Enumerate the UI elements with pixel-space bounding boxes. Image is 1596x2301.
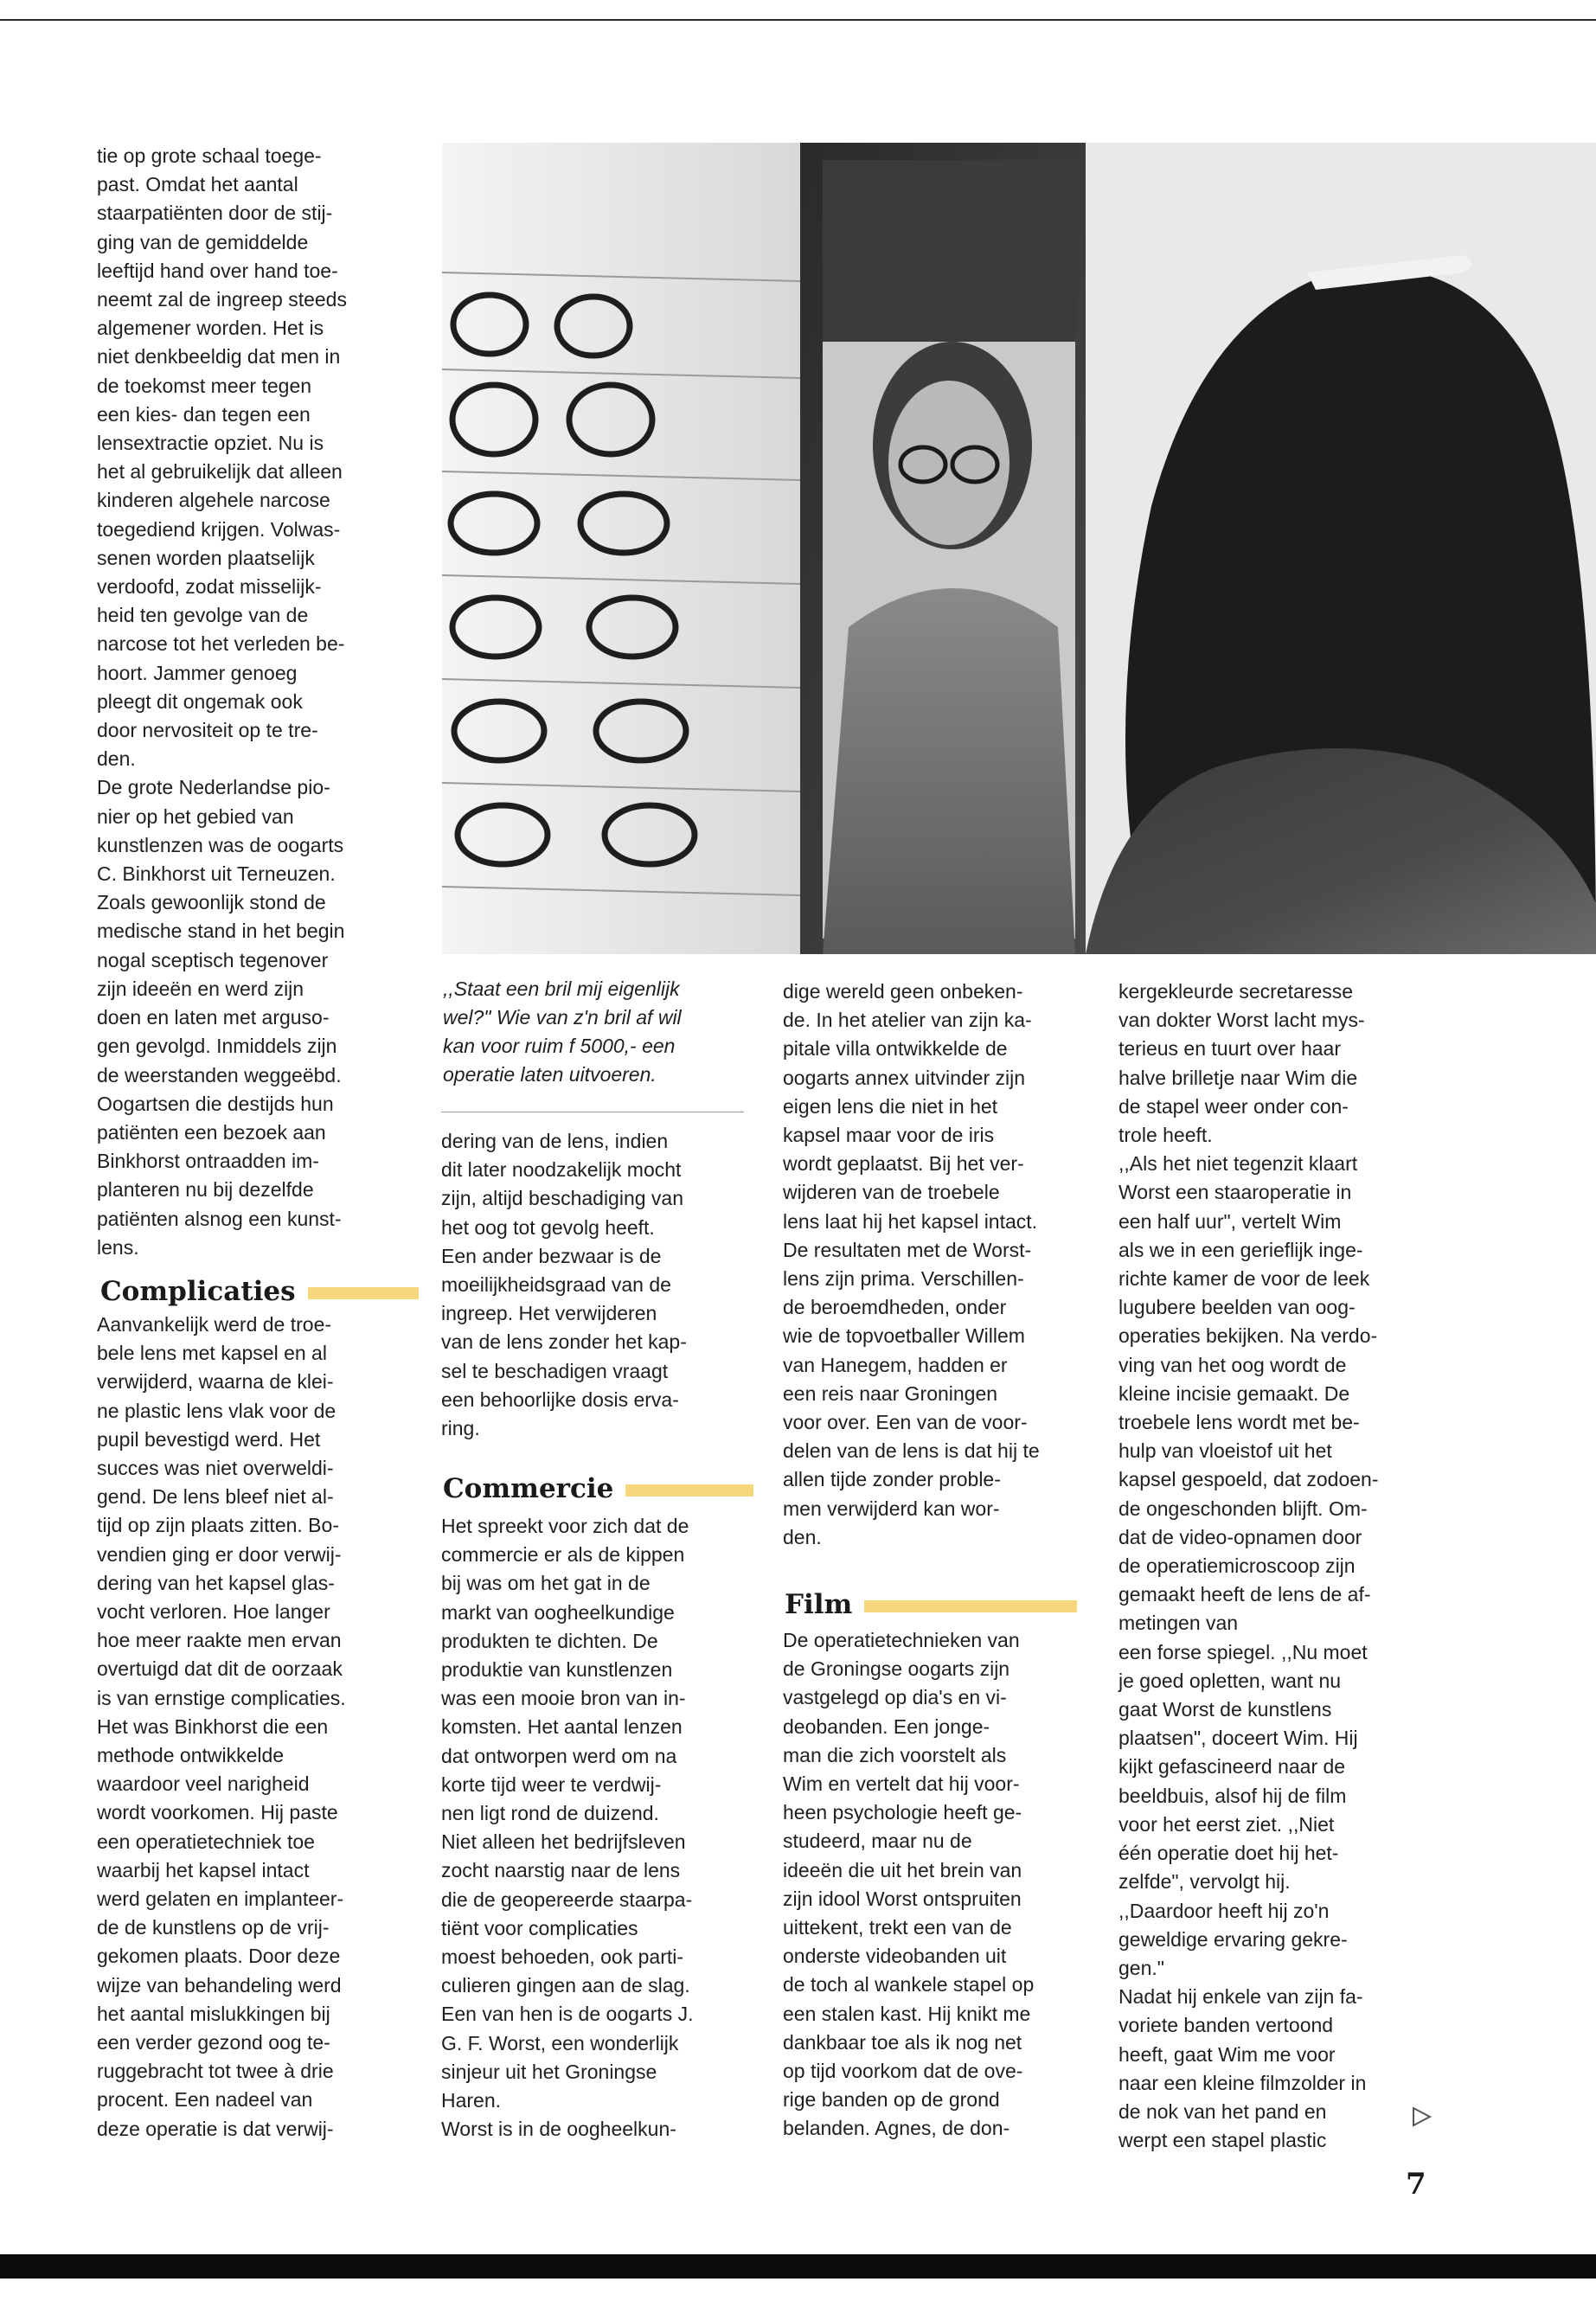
heading-commercie [443,1471,753,1506]
heading-film-text: Film [785,1589,853,1620]
column-1-complicaties [97,1311,413,2144]
heading-commercie-text: Commercie [443,1473,614,1504]
heading-accent-bar [308,1287,419,1299]
paragraph-col2-top: dering van de lens, indien dit later noodzakelijk mocht zijn, altijd beschadiging van het oog tot gevolg heeft. Een ander bezwaar is de moeilijkheidsgraad van de ingreep. Het verwijderen van de lens zonder het kap- sel te beschadigen vraagt een behoorlijke dosis erva- ring. [441,1130,687,1440]
photo-woman-trying-glasses [442,143,1596,954]
column-2-commercie [441,1512,753,2144]
paragraph-col2-commercie: Het spreekt voor zich dat de commercie er als de kippen bij was om het gat in de markt van oogheelkundige produkten te dichten. De produktie van kunstlenzen was een mooie bron van in- komsten. Het aantal lenzen dat ontworpen werd om na korte tijd weer te verdwij- nen ligt rond de duizend. Niet alleen het bedrijfsleven zocht naarstig naar de lens die de geopereerde staarpa- tiënt voor complicaties moest behoeden, ook parti- culieren gingen aan de slag. Een van hen is de oogarts J. G. F. Worst, een wonderlijk sinjeur uit het Groningse Haren. Worst is in de oogheelkun- [441,1515,694,2141]
column-1-intro [97,142,413,1262]
continue-arrow-icon [1408,2104,1434,2130]
heading-accent-bar [864,1600,1077,1612]
column-3-film [783,1626,1093,2144]
paragraph-col4: kergekleurde secretaresse van dokter Worst lacht mys- terieus en tuurt over haar halve brilletje naar Wim die de stapel weer onder con- trole heeft. ,,Als het niet tegenzit klaart Worst een staaroperatie in een half uur", vertelt Wim als we in een gerieflijk inge- richte kamer de voor de leek lugubere beelden van oog- operaties bekijken. Na verdo- ving van het oog wordt de kleine incisie gemaakt. De troebele lens wordt met be- hulp van vloeistof uit het kapsel gespoeld, dat zodoen- de ongeschonden blijft. Om- dat de video-opnamen door de operatiemicroscoop zijn gemaakt heeft de lens de af- metingen van een forse spiegel. ,,Nu moet je goed opletten, want nu gaat Worst de kunstlens plaatsen", doceert Wim. Hij kijkt gefascineerd naar de beeldbuis, alsof hij de film voor het eerst ziet. ,,Niet één operatie doet hij het- zelfde", vervolgt hij. ,,Daardoor heeft hij zo'n geweldige ervaring gekre- gen." Nadat hij enkele van zijn fa- voriete banden vertoond heeft, gaat Wim me voor naar een kleine filmzolder in de nok van het pand en werpt een stapel plastic [1118,980,1379,2152]
page-number: 7 [1406,2167,1426,2202]
photo-svg [442,143,1596,954]
photo-caption: ,,Staat een bril mij eigenlijk wel?" Wie van z'n bril af wil kan voor ruim f 5000,- een operatie laten uitvoeren. [443,977,682,1086]
paragraph-col1-complicaties: Aanvankelijk werd de troe- bele lens met kapsel en al verwijderd, waarna de klei- ne plastic lens vlak voor de pupil bevestigd werd. Het succes was niet overweldi- gend. De lens bleef niet al- tijd op zijn plaats zitten. Bo- vendien ging er door verwij- dering van het kapsel glas- vocht verloren. Hoe langer hoe meer raakte men ervan overtuigd dat dit de oorzaak is van ernstige complicaties. Het was Binkhorst die een methode ontwikkelde waardoor veel narigheid wordt voorkomen. Hij paste een operatietechniek toe waarbij het kapsel intact werd gelaten en implanteer- de de kunstlens op de vrij- gekomen plaats. Door deze wijze van behandeling werd het aantal mislukkingen bij een verder gezond oog te- ruggebracht tot twee à drie procent. Een nadeel van deze operatie is dat verwij- [97,1313,346,2140]
top-rule [0,19,1596,21]
paragraph-col1-intro: tie op grote schaal toege- past. Omdat het aantal staarpatiënten door de stij- ging van de gemiddelde leeftijd hand over hand toe- neemt zal de ingreep steeds algemener worden. Het is niet denkbeeldig dat men in de toekomst meer tegen een kies- dan tegen een lensextractie opziet. Nu is het al gebruikelijk dat alleen kinderen algehele narcose toegediend krijgen. Volwas- senen worden plaatselijk verdoofd, zodat misselijk- heid ten gevolge van de narcose tot het verleden be- hoort. Jammer genoeg pleegt dit ongemak ook door nervositeit op te tre- den. De grote Nederlandse pio- nier op het gebied van kunstlenzen was de oogarts C. Binkhorst uit Terneuzen. Zoals gewoonlijk stond de medische stand in het begin nogal sceptisch tegenover zijn ideeën en werd zijn doen en laten met arguso- gen gevolgd. Inmiddels zijn de weerstanden weggeëbd. Oogartsen die destijds hun patiënten een bezoek aan Binkhorst ontraadden im- planteren nu bij dezelfde patiënten alsnog een kunst- lens. [97,144,347,1259]
heading-accent-bar [625,1484,753,1497]
paragraph-col3-top: dige wereld geen onbeken- de. In het atelier van zijn ka- pitale villa ontwikkelde de oogarts annex uitvinder zijn eigen lens die niet in het kapsel maar voor de iris wordt geplaatst. Bij het ver- wijderen van de troebele lens laat hij het kapsel intact. De resultaten met de Worst- lens zijn prima. Verschillen- de beroemdheden, onder wie de topvoetballer Willem van Hanegem, hadden er een reis naar Groningen voor over. Een van de voor- delen van de lens is dat hij te allen tijde zonder proble- men verwijderd kan wor- den. [783,980,1040,1548]
column-4 [1118,977,1421,2155]
heading-complicaties [100,1274,419,1309]
column-3-top [783,977,1093,1552]
paragraph-col3-film: De operatietechnieken van de Groningse oogarts zijn vastgelegd op dia's en vi- deobanden. Een jonge- man die zich voorstelt als Wim en vertelt dat hij voor- heen psychologie heeft ge- studeerd, maar nu de ideeën die uit het brein van zijn idool Worst ontspruiten uittekent, trekt een van de onderste videobanden uit de toch al wankele stapel op een stalen kast. Hij knikt me dankbaar toe als ik nog net op tijd voorkom dat de ove- rige banden op de grond belanden. Agnes, de don- [783,1629,1035,2140]
heading-film [785,1587,1077,1622]
bottom-bar [0,2254,1596,2279]
heading-complicaties-text: Complicaties [100,1276,296,1307]
column-2-top [441,1127,753,1443]
